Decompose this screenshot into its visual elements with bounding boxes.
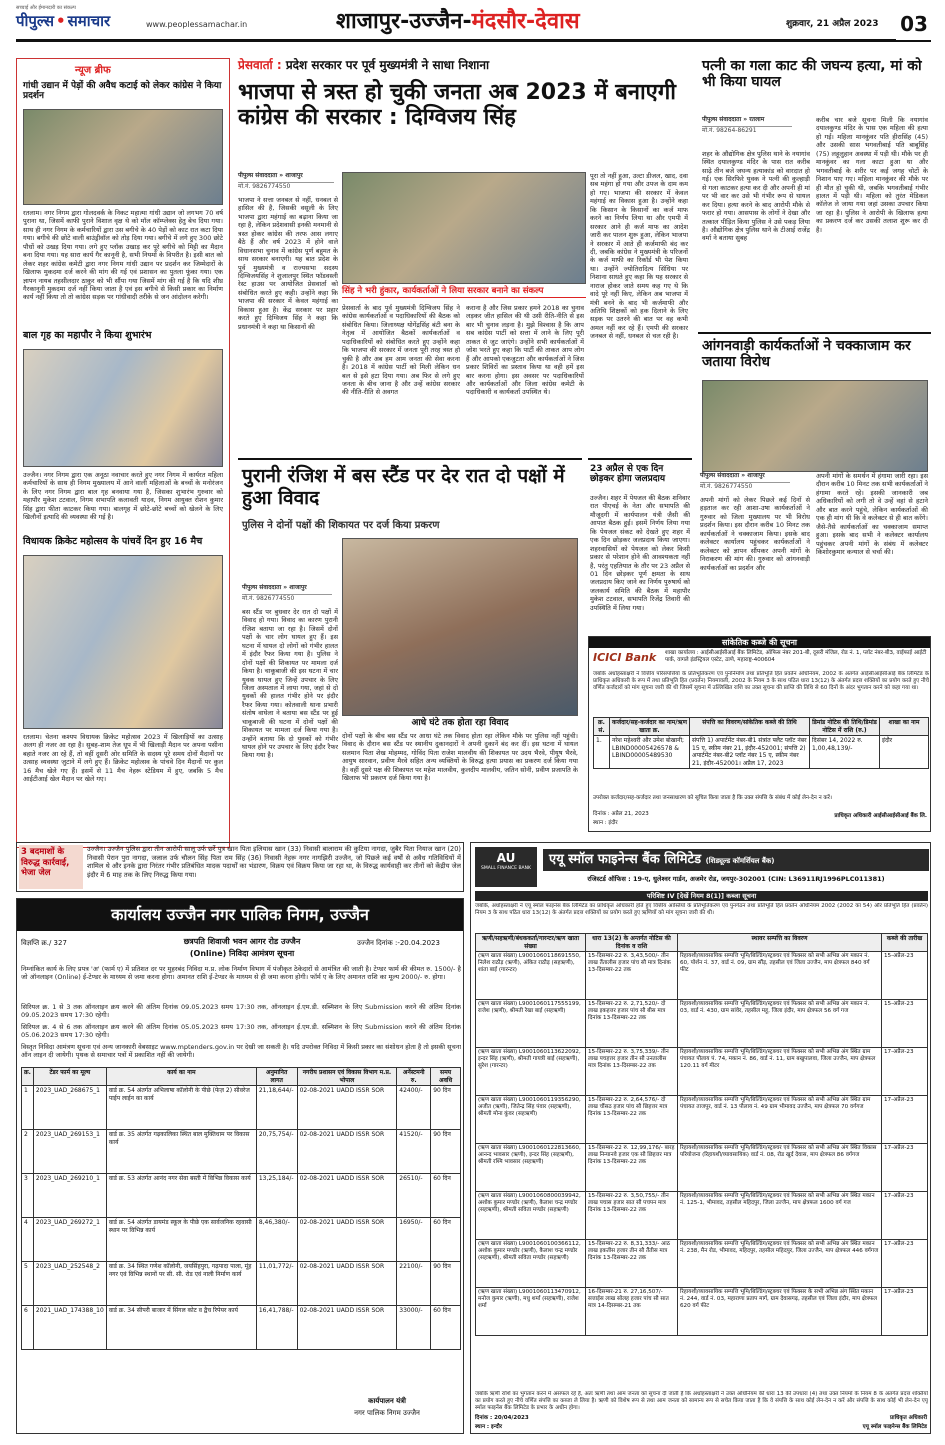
murder-reporter: पीपुल्स संवाददाता	[702, 116, 742, 123]
brief-3-body: रतलाम। चेतना कश्यप विधायक क्रिकेट महोत्सव 2023 में खिलाड़ियों का उत्साह अलग ही नजर आ रहा है। सुबह-शाम तेज धूप में भी खिलाड़ी मैदान पर अपना पसीना बहाते नजर आ रहे हैं, तो वहीं दूसरी ओर समिति के सदस्य पूरे समय दोनों मैदानों पर उत्साह व्यवस्था जुटाने में लगे हुए हैं। क्रिकेट महोत्सव के पांचवे दिन मैदानों पर कुल 16 मैच खेले गए हैं। इसमें से 11 मैच नेहरू स्टेडियम में हुए, जबकि 5 मैच आईटीआई खेल मैदान पर खेले गए।	[23, 733, 223, 784]
icici-place: स्थान : इंदौर	[593, 820, 618, 826]
tender-cell-cost: 13,25,184/-	[256, 1174, 297, 1218]
masthead-part-1: पीपुल्स	[16, 12, 55, 30]
tender-cell-code: 2023_UAD_269272_1	[33, 1218, 106, 1262]
tender-cell-dept: 02-08-2021 UADD ISSR SOR	[297, 1086, 397, 1130]
tender-para-4: विस्तृत निविदा आमंत्रण सूचना एवं अन्य जानकारी वेबसाइट www.mptenders.gov.in पर देखी जा सकती है। यदि उपरोक्त निविदा में किसी प्रकार का संशोधन होता है तो इसकी सूचना ऑन लाइन दी जायेगी। पृथक से समाचार पत्रों में प्रकाशित नहीं की जायेगी।	[21, 1043, 461, 1060]
au-cell-c: रिहायशी/व्यावसायिक सम्पत्ति भूमि/बिल्डिंग/स्ट्रक्चर एवं फिक्सर को सभी अभिन्न अंग मकान नं. 03, वार्ड नं. 430, ग्राम सांवेर, तहसील महू, जिला इंदौर, माप क्षेत्रफल 56 वर्ग गज	[678, 1000, 882, 1048]
press-headline: भाजपा से त्रस्त हो चुकी जनता अब 2023 में बनाएगी कांग्रेस की सरकार : दिग्विजय सिंह	[238, 80, 676, 131]
press-col-3: प्रेसवार्ता के बाद पूर्व मुख्यमंत्री दिग्विजय सिंह ने कांग्रेस कार्यकर्ताओं व पदाधिकारियों की बैठक को संबोधित किया। जिलाध्यक्ष योगेंद्रसिंह बंटी बना के नेतृत्व में आयोजित बैठकों कार्यकर्ताओं व पदाधिकारियों को संबोधित करते हुए उन्होंने कहा कि भाजपा की सरकार में जनता पूरी तरह त्रस्त हो चुकी है और अब हम आम जनता की सेवा करना है। 2018 में कांग्रेस पार्टी को मिली लेकिन धन बल से इसे हटा दिया गया। अब फिर से लगे हुए जनता के बीच जाना है और उन्हें कांग्रेस सरकार की नीति-रीति से अवगत	[342, 304, 460, 397]
tender-cell-time: 90 दिन	[431, 1262, 461, 1306]
tender-cell-emd: 26510/-	[397, 1174, 431, 1218]
tender-cell-emd: 41520/-	[397, 1130, 431, 1174]
au-h2: धारा 13(2) के अन्तर्गत नोटिस की दिनांक व राशि	[586, 934, 678, 952]
au-cell-b: 16-दिसम्बर-21 रु. 27,16,507/- सत्ताईस लाख सोलह हजार पांच सौ सात मात्र 14-दिसम्बर-21 तक	[586, 1288, 678, 1336]
au-cell-b: 15-दिसम्बर-22 रु. 12,99,176/- बारह लाख निन्यानवे हजार एक सौ छिहत्तर मात्र दिनांक 13-दिसम्बर-22 तक	[586, 1144, 678, 1192]
table-row	[476, 1144, 928, 1192]
tender-cell-cost: 20,75,754/-	[256, 1130, 297, 1174]
tender-office: छत्रपति शिवाजी भवन आगर रोड उज्जैन	[183, 937, 301, 946]
au-cell-b: 15-दिसम्बर-22 रु. 8,31,333/- आठ लाख इकतीस हजार तीन सौ तैंतीस मात्र दिनांक 13-दिसम्बर-22 तक	[586, 1240, 678, 1288]
icici-logo: ICICI Bank	[593, 651, 657, 664]
tender-cell-work: वार्ड क्र. 34 स्थित गणेश कॉलोनी, जयसिंहपुरा, गढ़पादा पाला, मूंह नगर एवं विभिन्न स्थानों पर सी. सी. रोड एवं नाली निर्माण कार्य	[106, 1262, 256, 1306]
press-photo	[342, 172, 586, 284]
icici-r3: संपत्ति 1) अपार्टमेंट नंबर-बी1 संत्रांत फ्लैट प्लॉट नंबर 15 ए, स्कीम नंबर 21, इंदौर-452001; संपत्ति 2) अपार्टमेंट नंबर-बी2 प्लॉट नंबर 15 ए, स्कीम नंबर 21, इंदौर-452001। अप्रैल 17, 2023	[690, 736, 810, 769]
anganwadi-col-2: अपनी मांगों के समर्थन में हंगामा जारी रहा। इस दौरान करीब 10 मिनट तक सभी कार्यकर्ताओं ने हंगामा करते रहे। इसकी जानकारी जब अधिकारियों को लगी तो वे उन्हें वहां से हटाने और बात करने पहुंचे, लेकिन कार्यकर्ताओं की एक ही मांग थी कि वे कलेक्टर से ही बात करेंगे। जैसे-तैसे कार्यकर्ताओं का चक्काजाम समाप्त हुआ। इसके बाद सभी ने कलेक्टर कार्यालय पहुंचकर अपनी मांगों के संबंध में कलेक्टर किशोरकुमार कन्याल से चर्चा की।	[816, 472, 928, 556]
bus-story	[238, 458, 582, 832]
table-row	[476, 1288, 928, 1336]
au-sign-2: एयू स्मॉल फाइनेन्स बैंक लिमिटेड	[862, 1424, 927, 1430]
au-cell-b: 15-दिसम्बर-22 रु. 2,71,520/- दो लाख इकहत्तर हजार पांच सौ बीस मात्र दिनांक 13-दिसम्बर-22 तक	[586, 1000, 678, 1048]
tender-para-3: सिरियल क्र. 4 से 6 तक ऑनलाइन क्रय करने की अंतिम दिनांक 05.05.2023 समय 17:30 तक, ऑनलाइन ई.एम.डी. सब्मिशन के लिए Submission करने की अंतिम दिनांक 05.06.2023 समय 17:30 रहेगी।	[21, 1023, 461, 1040]
icici-footer: उपरोक्त कर्जदार/सह-कर्जदार तथा जनसाधारण को सूचित किया जाता है कि उक्त संपत्ति के संबंध में कोई लेन-देन न करें।	[593, 795, 832, 801]
au-logo	[475, 847, 537, 887]
masthead-part-2: समाचार	[67, 12, 111, 30]
page-header	[16, 5, 931, 42]
table-row	[22, 1262, 461, 1306]
tagline: सच्चाई और ईमानदारी का संकल्प	[16, 5, 76, 11]
au-cell-c: रिहायशी/व्यावसायिक सम्पत्ति भूमि/बिल्डिंग/स्ट्रक्चर एवं फिक्सर को सभी अभिन्न अंग स्थित ग्राम पंचायत पौलाय पं. 74, मकान नं. 86, वार्ड नं. 11, ग्राम बखुपालवा, जिला उज्जैन, माप क्षेत्रफल 120.11 वर्ग मीटर	[678, 1048, 882, 1096]
tender-cell-time: 60 दिन	[431, 1174, 461, 1218]
water-headline: 23 अप्रैल से एक दिन छोड़कर होगा जलप्रदाय	[590, 464, 666, 485]
au-logo-top: AU	[496, 851, 516, 865]
au-cell-a: (ऋण खाता संख्या) L9001060119356290, अजीत (ऋणी), जितेन्द्र सिंह पंवार (सहऋणी), श्रीमती मोना कुंवर (सहऋणी)	[476, 1096, 586, 1144]
table-row	[22, 1306, 461, 1350]
crime-body: उज्जैन। उज्जैन पुलिस द्वारा तीन आरोपी सालू उर्फ छर्रे पुत्र खान पिता इलियास खान (33) निवासी बालाराम की कुटिया नागदा, जुबैर पिता नियाज खान (20) निवासी पेरान पुरा नागदा, जलाल उर्फ चौलन सिंह पिता राम सिंह (36) निवासी नेहरू नगर नागझिरी उज्जैन, जो पिछले कई वर्षों से अवैध गतिविधियों में शामिल थे और इनके द्वारा निरंतर गंभीर प्रतिबंधित मादक पदार्थों का भंडारण, विक्रय एवं विक्रय किया जा रहा था, के विरुद्ध कार्यवाही कर तीनों को केंद्रीय जेल इंदौर में 6 माह तक के लिए निरुद्ध किया गया।	[87, 845, 461, 879]
press-place: शाजापुर	[285, 172, 303, 179]
murder-mobile: मो.नं. 98264-86291	[702, 126, 792, 135]
anganwadi-place: शाजापुर	[747, 472, 765, 479]
press-kicker	[238, 58, 690, 73]
tender-cell-n: 3	[22, 1174, 34, 1218]
au-cell-b: 15-दिसम्बर-22 रु. 2,64,576/- दो लाख चौंसठ हजार पांच सौ छिहत्तर मात्र दिनांक 13-दिसम्बर-22 तक	[586, 1096, 678, 1144]
crime-label: 3 बदमाशों के विरुद्ध कार्रवाई, भेजा जेल	[19, 845, 83, 889]
au-footer: जबकि ऋणी राशि का भुगतान करने में असफल रहे हैं, अतः ऋणी तथा आम जनता को सूचना दी जाती है कि अधोहस्ताक्षरी ने उक्त अधिनियम की धारा 13 की उपधारा (4) तथा उक्त नियमों के नियम 8 के अंतर्गत प्रदत्त शक्तियों का प्रयोग करते हुए नीचे वर्णित संपत्ति का कब्जा ले लिया है। ऋणी को विशेष रूप से तथा आम जनता को सामान्य रूप से सचेत किया जाता है कि वे संपत्ति के साथ कोई लेन-देन न करें और संपत्ति के साथ कोई भी लेन-देन एयू स्मॉल फाइनेंस बैंक लिमिटेड के प्रभार के अधीन होगा।	[475, 1391, 928, 1412]
bus-col-1: बस स्टैंड पर बुधवार देर रात दो पक्षों में विवाद हो गया। विवाद का कारण पुरानी रंजिश बताया जा रहा है। जिसमें दोनों पक्षों के चार लोग घायल हुए हैं। इस घटना में घायल दो लोगों को गंभीर हालत में इंदौर रैफर किया गया है। पुलिस ने दोनों पक्षों की शिकायत पर मामला दर्ज किया है। चाकूबाजी की इस घटना में चार युवक घायल हुए जिन्हें उपचार के लिए जिला अस्पताल में लाया गया, जहां से दो युवकों की हालत गंभीर होने पर इंदौर रैफर किया गया। कोतवाली थाना प्रभारी संतोष वाघेला ने बताया बस स्टैंड पर हुई चाकूबाजी की घटना में दोनों पक्षों की शिकायत पर मामला दर्ज किया गया है। उन्होंने बताया कि दो युवकों को गंभीर घायल होने पर उपचार के लिए इंदौर रैफर किया गया है।	[242, 608, 338, 760]
au-logo-mid: SMALL FINANCE BANK	[481, 866, 531, 871]
table-row	[476, 1048, 928, 1096]
tender-cell-n: 6	[22, 1306, 34, 1350]
au-title	[543, 849, 929, 871]
tender-cell-work: वार्ड क्र. 54 अंतर्गत अभिलाषा कॉलोनी के पीछे (फेज़ 2) सीवरेज पाईप लाईन का कार्य	[106, 1086, 256, 1130]
murder-story	[698, 58, 931, 330]
au-cell-b: 15-दिसम्बर-22 रु. 3,50,755/- तीन लाख पचास हजार सात सौ पचपन मात्र दिनांक 13-दिसम्बर-22 तक	[586, 1192, 678, 1240]
anganwadi-photo	[702, 380, 928, 472]
murder-headline: पत्नी का गला काट की जघन्य हत्या, मां को भी किया घायल	[702, 58, 922, 91]
au-cell-a: (ऋण खाता संख्या) L9001060118691550, निलेश राठौड़ (ऋणी), अंकित राठौड़ (सहऋणी), शांता बाई (गारन्टर)	[476, 952, 586, 1000]
anganwadi-reporter: पीपुल्स संवाददाता	[700, 472, 740, 479]
tender-cell-code: 2023_UAD_268675_1	[33, 1086, 106, 1130]
au-cell-d: 17-अप्रैल-23	[882, 1288, 928, 1336]
au-reg-office: रजिस्टर्ड ऑफिस : 19-ए, धुलेश्वर गार्डन, अजमेर रोड, जयपुर-302001 (CIN: L36911RJ1996PLC011381)	[587, 875, 885, 883]
brief-3-photo	[23, 555, 223, 729]
au-table-body	[476, 952, 928, 1336]
tender-col-header: क्र.	[22, 1068, 34, 1086]
tender-para-1: निम्नांकित कार्य के लिए प्रपत्र 'अ' (फार्म ए) में प्रतिशत दर पर मुहरबंद निविदा म.प्र. लोक निर्माण विभाग में पंजीकृत ठेकेदारों से आमंत्रित की जाती है। टेण्डर फार्म की कीमत रु. 1500/- है जो ऑनलाइन (Online) ई-टेण्डर के माध्यम से जमा करना होगा। अमानत राशि ई-टेण्डर के माध्यम से ही जमा करना होगी। फॉर्म ए के लिए अमानत राशि का मूल्य 2000/- रु. होगा।	[21, 965, 461, 982]
tender-cell-emd: 42400/-	[397, 1086, 431, 1130]
press-col-5: पूरा तो नहीं हुआ, उल्टा डीजल, खाद, दवा सब महंगा हो गया और उपज के दाम कम हो गए। भाजपा की सरकार में केवल महंगाई का विकास हुआ है। उन्होंने कहा कि किसान के किसानों का कर्ज माफ करने का निर्णय लिया था और एमपी में सरकार आने ही कर्ज माफ का आदेश जारी कर पालन शुरू हुआ, लेकिन भाजपा ने सरकार में आते ही कर्जमाफी बंद कर दी, जबकि कांग्रेस ने मुख्यमंत्री के परिजनों के कर्ज माफी का रिकॉर्ड भी पेश किया था। उन्होंने ज्योतिरादित्य सिंधिया पर निशाना साधते हुए कहा कि यह सरकार से नाराज होकर जाते समय कह गए थे कि वादे पूरे नहीं किए, लेकिन अब भाजपा में मंत्री बनने के बाद भी कर्जमाफी और अतिथि शिक्षकों को हक दिलाने के लिए सड़क पर उतरने की बात पर वह कभी अमल नहीं कर रहे हैं। एमपी की सरकार जनबल से नहीं, धनबल से चल रही है।	[590, 172, 688, 341]
au-h3: स्थावर सम्पत्ति का विवरण	[678, 934, 882, 952]
icici-body: जबकि अधोहस्ताक्षरी ने वित्तीय परिसंपत्तियों के प्रतिभूतिकरण एवं पुनर्निर्माण तथा प्रतिभूति हित प्रवर्तन अधिनियम, 2002 के अंतर्गत आईसीआईसीआई बैंक लिमिटेड के प्राधिकृत अधिकारी के रूप में तथा प्रतिभूति हित (प्रवर्तन) नियमावली, 2002 के नियम 3 के साथ पठित धारा 13(12) के अंतर्गत प्रदत्त शक्तियों का प्रयोग करते हुए नीचे वर्णित कर्जदारों को मांग सूचना जारी की थी जिसमें सूचना में उल्लिखित राशि का उक्त सूचना की प्राप्ति की तिथि से 60 दिनों के अंदर भुगतान करने को कहा गया था।	[593, 671, 929, 692]
section-title	[336, 8, 580, 36]
icici-table-header	[594, 718, 929, 736]
bus-caption-body: दोनों पक्षों के बीच बस स्टैंड पर आधा घंटे तक विवाद होता रहा लेकिन मौके पर पुलिस नहीं पहुंची। विवाद के दौरान बस स्टैंड पर स्थानीय दुकानदारों ने अपनी दुकानें बंद कर दीं। इस घटना में घायल सलमान पिता शेख मोहम्मद, गोविंद पिता राजेश मालवीय की शिकायत पर उदय भैरवे, पीयूष भैरवे, आयुष सारवान, प्रवीण मैरवे सहित अन्य व्यक्तियों के विरुद्ध हत्या प्रयास का प्रकरण दर्ज किया गया है। वहीं दूसरे पक्ष की शिकायत पर महेश मालवीय, कुलदीप मालवीय, जतिन सोनी, प्रवीण प्रजापति के खिलाफ भी प्रकरण दर्ज किया गया है।	[342, 732, 578, 783]
au-table	[475, 933, 928, 1336]
au-cell-c: रिहायशी/व्यावसायिक सम्पत्ति भूमि/बिल्डिंग/स्ट्रक्चर एवं फिक्सर को सभी अभिन्न अंग स्थित मकान नं. 238, मैन रोड, भीमावद, महिदपुर, तहसील महिदपुर, जिला उज्जैन, माप क्षेत्रफल 446 वर्गगज	[678, 1240, 882, 1288]
masthead-dot: •	[56, 12, 66, 30]
anganwadi-body-area	[588, 472, 931, 632]
tender-date: उज्जैन दिनांक :-20.04.2023	[357, 939, 440, 947]
website-url[interactable]: www.peoplessamachar.in	[146, 20, 248, 29]
anganwadi-headline: आंगनवाड़ी कार्यकर्ताओं ने चक्काजाम कर जताया विरोध	[702, 338, 911, 371]
icici-r2: नरेश महेश्वरी और उमेश बोखानी; LBIND00005426578 & LBIND00005489530	[610, 736, 690, 769]
murder-place: रतलाम	[749, 116, 765, 123]
icici-h2: कर्जदार/सह-कर्जदार का नाम/ऋण खाता क्र.	[610, 718, 690, 736]
au-cell-a: (ऋण खाता संख्या) L9001060113622092, इन्दर सिंह (ऋणी), श्रीमती गायत्री बाई (सहऋणी), सुरेश (गारन्टर)	[476, 1048, 586, 1096]
section-title-1: शाजापुर-उज्जैन-	[336, 9, 472, 34]
press-col-1: भाजपा ने सत्ता जनबल से नहीं, धनबल से हासिल की है, जिसकी वसूली के लिए भाजपा द्वारा महंगाई का बढ़ाना किया जा रहा है, लेकिन प्रदेशवासी इनकी मनमानी से त्रस्त होकर कांग्रेस की तरफ आस लगाए बैठे हैं और वर्ष 2023 में होने वाले विधानसभा चुनाव में कांग्रेस पूर्ण बहुमत के साथ सरकार बनाएगी। यह बात प्रदेश के पूर्व मुख्यमंत्री व राज्यसभा सदस्य दिग्विजयसिंह ने शुजालपुर स्थित फॉडवस्ली रेस्ट हाउस पर आयोजित प्रेसवार्ता को संबोधित करते हुए कही। उन्होंने कहा कि भाजपा की सरकार में केवल महंगाई का विकास हुआ है। केंद्र सरकार पर प्रहार करते हुए दिग्विजय सिंह ने कहा कि प्रधानमंत्री ने कहा था किसानों की	[238, 196, 338, 331]
bus-reporter: पीपुल्स संवाददाता	[242, 584, 282, 591]
au-cell-b: 15-दिसम्बर-22 रु. 3,75,339/- तीन लाख पचहत्तर हजार तीन सौ उनतालीस मात्र दिनांक 13-दिसम्बर-22 तक	[586, 1048, 678, 1096]
tender-cell-cost: 11,01,772/-	[256, 1262, 297, 1306]
au-cell-b: 15-दिसम्बर-22 रु. 3,43,500/- तीन लाख तैंतालीस हजार पांच सौ मात्र दिनांक 13-दिसम्बर-22 तक	[586, 952, 678, 1000]
tender-cell-code: 2021_UAD_174388_10	[33, 1306, 106, 1350]
tender-col-header: समय अवधि	[431, 1068, 461, 1086]
masthead	[16, 12, 110, 31]
au-cell-a: (ऋण खाता संख्या) L9001060117555199, राजेश (ऋणी), श्रीमती रेखा बाई (सहऋणी)	[476, 1000, 586, 1048]
table-row	[476, 1240, 928, 1288]
press-reporter: पीपुल्स संवाददाता	[238, 172, 278, 179]
au-h1: ऋणी/सहऋणी/बंधककर्ता/गारन्टर/ऋण खाता संख्या	[476, 934, 586, 952]
icici-h3: संपत्ति का विवरण/सांकेतिक कब्जे की तिथि	[690, 718, 810, 736]
news-brief-column	[16, 58, 230, 848]
au-h4: कब्जे की तारीख	[882, 934, 928, 952]
brief-1-photo	[23, 109, 223, 205]
news-brief-label: न्यूज ब्रीफ	[75, 65, 111, 76]
au-sign-1: प्राधिकृत अधिकारी	[890, 1415, 927, 1421]
anganwadi-byline: पीपुल्स संवाददाता » शाजापुर	[700, 472, 765, 479]
au-cell-d: 17-अप्रैल-23	[882, 1096, 928, 1144]
press-byline: पीपुल्स संवाददाता » शाजापुर	[238, 172, 303, 179]
murder-byline: पीपुल्स संवाददाता » रतलाम	[702, 116, 765, 123]
tender-cell-work: वार्ड क्र. 53 अंतर्गत आनंद नगर सेवा बस्ती में विभिन्न विकास कार्य	[106, 1174, 256, 1218]
table-row	[476, 952, 928, 1000]
table-row	[22, 1218, 461, 1262]
au-date: दिनांक : 20/04/2023	[475, 1415, 529, 1421]
tender-table-body	[22, 1086, 461, 1350]
au-title-sub: (शिड्यूल्ड कॉमर्शियल बैंक)	[705, 857, 775, 865]
press-subhead: सिंह ने भरी हुंकार, कार्यकर्ताओं ने लिया सरकार बनाने का संकल्प	[342, 286, 586, 298]
brief-2-body: उज्जैन। नगर निगम द्वारा एक अनूठा नवाचार करते हुए नगर निगम में कार्यरत महिला कर्मचारियों के साथ ही निगम मुख्यालय में आने वाली महिलाओं के बच्चों के मनोरंजन के लिए नगर निगम द्वारा बाल गृह बनवाया गया है, जिसका शुभारंभ गुरुवार को महापौर मुकेश टटवाल, निगम सभापति कलावती यादव, निगम आयुक्त रोशन कुमार सिंह द्वारा फीता काटकर किया गया। बालगृह में छोटे-छोटे बच्चों को खेलने के लिए खिलौनों इत्यादि की व्यवस्था की गई है।	[23, 471, 223, 522]
tender-col-header: अनुमानित लागत	[256, 1068, 297, 1086]
issue-date: शुक्रवार, 21 अप्रैल 2023	[786, 19, 879, 29]
tender-cell-cost: 21,18,644/-	[256, 1086, 297, 1130]
brief-3-title: विधायक क्रिकेट महोत्सव के पांचवें दिन हुए 16 मैच	[23, 536, 203, 547]
tender-notice	[16, 898, 464, 1434]
icici-signature: प्राधिकृत अधिकारी आईसीआईसीआई बैंक लि.	[834, 813, 927, 819]
table-row	[22, 1086, 461, 1130]
tender-cell-emd: 16950/-	[397, 1218, 431, 1262]
icici-r1: 1.	[594, 736, 610, 769]
au-cell-d: 17-अप्रैल-23	[882, 1192, 928, 1240]
tender-cell-code: 2023_UAD_252548_2	[33, 1262, 106, 1306]
table-row	[476, 1096, 928, 1144]
tender-title: कार्यालय उज्जैन नगर पालिक निगम, उज्जैन	[17, 899, 463, 931]
au-cell-d: 17-अप्रैल-23	[882, 1240, 928, 1288]
tender-cell-dept: 02-08-2021 UADD ISSR SOR	[297, 1130, 397, 1174]
au-cell-d: 15-अप्रैल-23	[882, 1000, 928, 1048]
tender-cell-time: 60 दिन	[431, 1218, 461, 1262]
au-cell-c: रिहायशी/व्यावसायिक सम्पत्ति भूमि/बिल्डिंग/स्ट्रक्चर एवं फिक्सर के सभी अभिन्न अंग स्थित मकान नं. 244, वार्ड नं. 03, महाराणा प्रताप मार्ग, ग्राम देवासगढ़, तहसील एवं जिला इंदौर, माप क्षेत्रफल 620 वर्ग फीट	[678, 1288, 882, 1336]
icici-date: दिनांक : अप्रैल 21, 2023	[593, 811, 649, 817]
au-place: स्थान : इन्दौर	[475, 1424, 503, 1430]
au-cell-c: रिहायशी/व्यावसायिक सम्पत्ति भूमि/बिल्डिंग/स्ट्रक्चर एवं फिक्सर को सभी अभिन्न अंग स्थित मकान नं. 125-1, भीमावद, तहसील महिदपुर, जिला उज्जैन, माप क्षेत्रफल 1600 वर्ग गज	[678, 1192, 882, 1240]
table-row	[22, 1130, 461, 1174]
au-cell-a: (ऋण खाता संख्या) L9001060800039942, अशोक कुमार मण्डोर (ऋणी), कैलाश चन्द्र मण्डोर (सहऋणी), श्रीमती सविता मण्डोर (सहऋणी)	[476, 1192, 586, 1240]
au-cell-c: रिहायशी/व्यावसायिक सम्पत्ति भूमि/बिल्डिंग/स्ट्रक्चर एवं फिक्सर को सभी अभिन्न अंग स्थित ग्राम पंचायत ताजपुर, वार्ड नं. 13 पौलाय नं. 49 ग्राम भीमावद उज्जैन, माप क्षेत्रफल 70 वर्गगज	[678, 1096, 882, 1144]
tender-sign-1: कार्यपालन यंत्री	[368, 1397, 406, 1405]
icici-h1: क्र. सं.	[594, 718, 610, 736]
water-body: उज्जैन। शहर में पेयजल की बैठक शनिवार रात पीएचई के नेता और सभापति की मौजूदगी में कार्यपालन यंत्री जैसी की आपात बैठक हुई। इसमें निर्णय लिया गया कि पेयजल संकट को देखते हुए शहर में एक दिन छोड़कर जलप्रदाय किया जाएगा। शहरवासियों को पेयजल को लेकर किसी प्रकार से परेशान होने की आवश्यकता नहीं है, परंतु एहतियात के तौर पर 23 अप्रैल से 01 दिन छोड़कर पूर्ण क्षमता के साथ जलप्रदाय किए जाने का निर्णय पुरुषार्थ को जलकार्य समिति की बैठक में महापौर मुकेश टटवाल, सभापति रिजेंद्र तिवारी की उपस्थिति में लिया गया।	[590, 494, 690, 612]
brief-1-body: रतलाम। नगर निगम द्वारा गोलदवर्क के निकट महात्मा गांधी उद्यान जो लगभग 70 वर्ष पुराना था, जिसमें काफी पुराने विशाल वृक्ष थे को मॉल कॉम्प्लेक्स हेतु बेच दिया गया। साथ ही नगर निगम के कर्मचारियों द्वारा उस बगीचे के 40 पेड़ों को काट रात कटा दिया गया। बगीचे की छोटे वाली बाउंड्रीवॉल को तोड़ दिया गया। बगीचे में लगे हुए 300 छोटे पौधों को उखड़ दिया गया। लगे हुए प्लॉक उखाड़ कर पूरे बगीचे को मिट्टी का मैदान बना दिया गया। यह सारा कार्य गैर कानूनी है, सभी नियमों के विपरीत है। इसी बात को लेकर शहर कांग्रेस कमेटी द्वारा नगर निगम गांधी उद्यान पर प्रदर्शन कर जिम्मेदारों के खिलाफ मुकदमा दर्ज करने की मांग की गई एवं प्रशासन का पुतला फूंका गया। एक ज्ञापन नायब तहसीलदार ठाकुर को भी सौंपा गया जिसमें मांग की गई है कि यदि शीघ्र गैरकानूनी मुकदमा दर्ज नहीं किया जाता है एवं इस बगीचे से किसी प्रकार का निर्माण कार्य नहीं किया तो तो कांग्रेस सड़क पर गांधीवादी तरीके से जन आंदोलन करेगी।	[23, 209, 223, 302]
bus-subhead: पुलिस ने दोनों पक्षों की शिकायत पर दर्ज किया प्रकरण	[242, 520, 440, 531]
murder-col-2: करीब चार बजे सूचना मिली कि नयागांव दयालकुण्ड मंदिर के पास एक महिला की हत्या हो गई। महिला मानकुंवर पति हीरासिंह (45) और उसकी सास भगवतीबाई पति बाबूसिंह (75) लहूलुहान अवस्था में पड़ी थी। मौके पर ही मानकुंवर का गला काटा हुआ था और भगवतीबाई के शरीर पर कई जगह चोटों के निशान पाए गए। महिला मानकुंवर की मौके पर ही मौत हो चुकी थी, जबकि भगवतीबाई गंभीर हालत में पड़ी थी। महिला को तुरंत मेडिकल कॉलेज ले जाया गया जहां उसका उपचार किया जा रहा है। पुलिस ने आरोपी के खिलाफ हत्या का प्रकरण दर्ज कर उसकी तलाश शुरू कर दी है।	[816, 116, 928, 234]
tender-cell-work: वार्ड क्र. 54 अंतर्गत डायमंड स्कूल के पीछे एक सार्वजनिक रहवासी स्थान पर विभिन्न कार्य	[106, 1218, 256, 1262]
tender-cell-n: 2	[22, 1130, 34, 1174]
tender-cell-dept: 02-08-2021 UADD ISSR SOR	[297, 1218, 397, 1262]
tender-cell-n: 4	[22, 1218, 34, 1262]
press-col-4: कराना है और जिस प्रकार हमने 2018 का चुनाव लड़कर जीत हासिल की थी उसी रीति-नीति से इस बार भी चुनाव लड़ना है। मुझे विश्वास है कि आप सब कांग्रेस पार्टी को सत्ता में लाने के लिए पूरी ताकत से जुट जाएंगे। उन्होंने सभी कार्यकर्ताओं में जोश भरते हुए कहा कि पार्टी की ताकत आप लोग हैं और आपको एकजुटता और कार्यकर्ताओं ने जिस प्रकार शिविरों का प्रस्ताव किया था वही हमें इस बार करना होगा। इस अवसर पर पदाधिकारियों और कार्यकर्ताओं और जिला कांग्रेस कमेटी के पदाधिकारी व कार्यकर्ता उपस्थित थे।	[466, 304, 584, 397]
au-cell-a: (ऋण खाता संख्या) L9001060122813660, आनन्द भावसार (ऋणी), इन्दर सिंह (सहऋणी), श्रीमती रश्मि भावसार (सहऋणी)	[476, 1144, 586, 1192]
tender-cell-dept: 02-08-2021 UADD ISSR SOR	[297, 1174, 397, 1218]
tender-cell-time: 90 दिन	[431, 1086, 461, 1130]
tender-cell-emd: 22100/-	[397, 1262, 431, 1306]
tender-cell-n: 5	[22, 1262, 34, 1306]
tender-table-header	[22, 1068, 461, 1086]
tender-cell-emd: 33000/-	[397, 1306, 431, 1350]
press-kicker-label: प्रेसवार्ता :	[238, 58, 282, 72]
press-story	[238, 58, 690, 450]
au-cell-d: 15-अप्रैल-23	[882, 952, 928, 1000]
table-row	[22, 1174, 461, 1218]
brief-1-title: गांधी उद्यान में पेड़ों की अवैध कटाई को लेकर कांग्रेस ने किया प्रदर्शन	[23, 81, 222, 102]
tender-cell-dept: 02-08-2021 UADD ISSR SOR	[297, 1306, 397, 1350]
tender-col-header: कार्य का नाम	[106, 1068, 256, 1086]
press-kicker-rest: प्रदेश सरकार पर पूर्व मुख्यमंत्री ने साधा निशाना	[285, 58, 490, 72]
icici-h5: शाखा का नाम	[880, 718, 929, 736]
au-cell-c: रिहायशी/व्यावसायिक सम्पत्ति भूमि/बिल्डिंग/स्ट्रक्चर एवं फिक्सर को सभी अभिन्न अंग स्थित विकास परियोजना (रिहायशी/व्यावसायिक) वार्ड नं. 08, रोड खुर्द देवास, माप क्षेत्रफल 86 वर्गगज	[678, 1144, 882, 1192]
tender-col-header: टेंडर फार्म का मूल्य	[33, 1068, 106, 1086]
au-cell-c: रिहायशी/व्यावसायिक सम्पत्ति भूमि/बिल्डिंग/स्ट्रक्चर एवं फिक्सर को सभी अभिन्न अंग मकान नं. 60, पोर्शन नं. 37, वार्ड नं. 09, ग्राम सौंड़, तहसील एवं जिला उज्जैन, माप क्षेत्रफल 840 वर्ग फीट	[678, 952, 882, 1000]
bus-headline: पुरानी रंजिश में बस स्टैंड पर देर रात दो पक्षों में हुआ विवाद	[242, 465, 565, 509]
tender-cell-work: वार्ड क्र. 34 सीपरी बाजार में सिंगल कोट व द्वैच रिपेयर कार्य	[106, 1306, 256, 1350]
icici-h4: डिमांड नोटिस की तिथि/डिमांड नोटिस में राशि (रु.)	[810, 718, 880, 736]
tender-cell-cost: 8,46,380/-	[256, 1218, 297, 1262]
au-appendix: परिशिष्ट IV [देखें नियम 8(1)] कब्जा सूचना	[475, 891, 928, 901]
au-title-main: एयू स्मॉल फाइनेन्स बैंक लिमिटेड	[549, 852, 702, 867]
icici-r5: इंदौर	[880, 736, 929, 769]
au-table-header	[476, 934, 928, 952]
tender-ref: विज्ञप्ति क्र./ 327	[21, 939, 67, 947]
anganwadi-col-1: अपनी मांगों को लेकर पिछले कई दिनों से हड़ताल कर रही आशा-उषा कार्यकर्ताओं ने गुरुवार को जिला मुख्यालय पर भी विरोध प्रदर्शन किया। इस दौरान करीब 10 मिनट तक कार्यकर्ताओं ने चक्काजाम किया। इसके बाद कलेक्टर कार्यालय पहुंचकर कार्यकर्ताओं ने कलेक्टर को ज्ञापन सौंपकर अपनी मांगों के निराकरण की मांग की। गुरुवार को आंगनवाड़ी कार्यकर्ताओं का प्रदर्शन और	[700, 496, 810, 572]
brief-2-photo	[23, 349, 223, 467]
au-bank-notice	[470, 842, 931, 1434]
tender-cell-work: वार्ड क्र. 35 अंतर्गत गढ़कालिका स्थित बाल मुक्तिधाम पर विकास कार्य	[106, 1130, 256, 1174]
au-cell-d: 17-अप्रैल-23	[882, 1048, 928, 1096]
murder-col-1: शहर के औद्योगिक क्षेत्र पुलिस थाने के नयागांव स्थित दयालकुण्ड मंदिर के पास रात करीब साढ़े तीन बजे जघन्य हत्याकांड को वारदात हो गई। एक सिरफिरे युवक ने पत्नी की कुल्हाड़ी से गला काटकर हत्या कर दी और अपनी ही मां पर भी वार कर उसे भी गंभीर रूप से घायल कर दिया। हत्या करने के बाद आरोपी मौके से फरार हो गया। आसपास के लोगों ने देखा और तत्काल पीड़ित किया पुलिस ने उसे पकड़ लिया है। औद्योगिक क्षेत्र पुलिस थाने के टीआई राजेंद्र वर्मा ने बताया सुबह	[702, 150, 810, 243]
table-row	[476, 1000, 928, 1048]
tender-cell-time: 60 दिन	[431, 1306, 461, 1350]
bus-caption: आधे घंटे तक होता रहा विवाद	[411, 718, 509, 728]
icici-r4: दिसंबर 14, 2022 रु. 1,00,48,139/-	[810, 736, 880, 769]
bus-mobile: मो.नं. 9826774550	[242, 594, 332, 603]
icici-title: सांकेतिक कब्जे की सूचना	[589, 637, 930, 648]
crime-box	[16, 842, 464, 892]
section-title-2: मंदसौर-देवास	[471, 9, 580, 34]
table-row	[476, 1192, 928, 1240]
au-cell-a: (ऋण खाता संख्या) L9001060113470912, मनोज कुमार (ऋणी), मधु शर्मा (सहऋणी), राजेश शर्मा	[476, 1288, 586, 1336]
press-mobile: मो.नं. 9826774550	[238, 182, 334, 191]
bus-photo	[342, 538, 578, 716]
brief-2-title: बाल गृह का महापौर ने किया शुभारंभ	[23, 330, 152, 341]
tender-table	[21, 1067, 461, 1350]
au-cell-a: (ऋण खाता संख्या) L9001060100366112, अशोक कुमार मण्डोर (ऋणी), कैलाश चन्द्र मण्डोर (सहऋणी), श्रीमती सविता मण्डोर (सहऋणी)	[476, 1240, 586, 1288]
tender-para-2: सिरियल क्र. 1 से 3 तक ऑनलाइन क्रय करने की अंतिम दिनांक 09.05.2023 समय 17:30 तक, ऑनलाइन ई.एम.डी. सब्मिशन के लिए Submission करने की अंतिम दिनांक 09.05.2023 समय 17:30 रहेगी।	[21, 1003, 461, 1020]
tender-notice-type: (Online) निविदा आमंत्रण सूचना	[189, 949, 295, 958]
tender-col-header: नगरीय प्रशासन एवं विकास विभाग म.प्र. भोपाल	[297, 1068, 397, 1086]
tender-cell-n: 1	[22, 1086, 34, 1130]
icici-notice	[588, 636, 931, 832]
icici-address: शाखा कार्यालय : आईसीआईसीआई बैंक लिमिटेड, ऑफिस नंबर 201-बी, दूसरी मंजिल, रोड नं. 1, प्लॉट नंबर-बी3, वाईफाई आईटी पार्क, वागले इंडस्ट्रियल एस्टेट, ठाणे, महाराष्ट्र-400604	[665, 650, 927, 663]
tender-cell-dept: 02-08-2021 UADD ISSR SOR	[297, 1262, 397, 1306]
tender-cell-cost: 16,41,788/-	[256, 1306, 297, 1350]
tender-col-header: अर्नेस्टमनी रु.	[397, 1068, 431, 1086]
anganwadi-mobile: मो.नं. 9826774550	[700, 482, 790, 491]
page-number: 03	[896, 8, 932, 40]
table-row	[594, 736, 929, 769]
tender-cell-code: 2023_UAD_269210_1	[33, 1174, 106, 1218]
tender-cell-code: 2023_UAD_269153_1	[33, 1130, 106, 1174]
tender-sign-2: नगर पालिक निगम उज्जैन	[354, 1409, 420, 1417]
tender-cell-time: 90 दिन	[431, 1130, 461, 1174]
au-intro: जबकि, अधोहस्ताक्षरी ने एयू स्मॉल फाइनेंस बैंक लिमिटेड का प्राधिकृत अधिकारी होते हुए वित्तीय आस्तियों के प्रतिभूतिकरण एवं पुनर्गठन तथा प्रतिभूति हित प्रवर्तन अधिनियम 2002 (2002 का 54) और प्रतिभूति हित (प्रवर्तन) नियम 3 के साथ पठित धारा 13(12) के अंतर्गत प्रदत्त शक्तियों का प्रयोग करते हुए ऋणियों को मांग सूचना जारी की थी।	[475, 903, 928, 917]
icici-table	[593, 717, 929, 769]
au-cell-d: 17-अप्रैल-23	[882, 1144, 928, 1192]
bus-byline: पीपुल्स संवाददाता » शाजापुर	[242, 584, 307, 591]
bus-place: शाजापुर	[289, 584, 307, 591]
